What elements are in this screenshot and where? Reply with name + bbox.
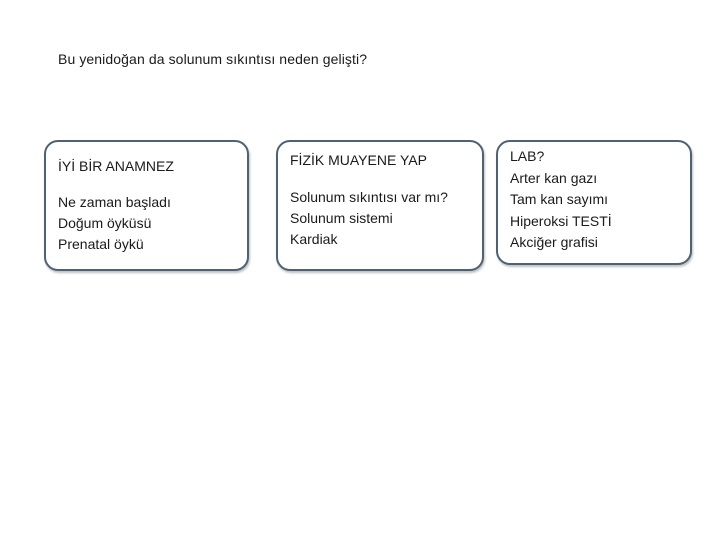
exam-item-distress: Solunum sıkıntısı var mı? (290, 189, 448, 205)
exam-item-cardiac: Kardiak (290, 231, 338, 247)
exam-item-respiratory: Solunum sistemi (290, 210, 393, 226)
lab-box (496, 140, 692, 265)
lab-title: LAB? (510, 148, 545, 164)
lab-item-cbc: Tam kan sayımı (510, 191, 609, 207)
history-item-prenatal: Prenatal öykü (58, 236, 144, 252)
history-item-birth: Doğum öyküsü (58, 215, 152, 231)
spacer (290, 171, 482, 187)
lab-item-xray: Akciğer grafisi (510, 234, 598, 250)
exam-title: FİZİK MUAYENE YAP (290, 152, 427, 168)
history-item-onset: Ne zaman başladı (58, 194, 171, 210)
lab-item-blood-gas: Arter kan gazı (510, 169, 598, 186)
lab-item-hyperoxia: Hiperoksi TESTİ (510, 212, 612, 229)
spacer (58, 177, 247, 192)
history-box (44, 140, 249, 271)
exam-box (276, 140, 484, 271)
history-title: İYİ BİR ANAMNEZ (58, 158, 174, 174)
question-heading: Bu yenidoğan da solunum sıkıntısı neden gelişti? (58, 51, 368, 67)
